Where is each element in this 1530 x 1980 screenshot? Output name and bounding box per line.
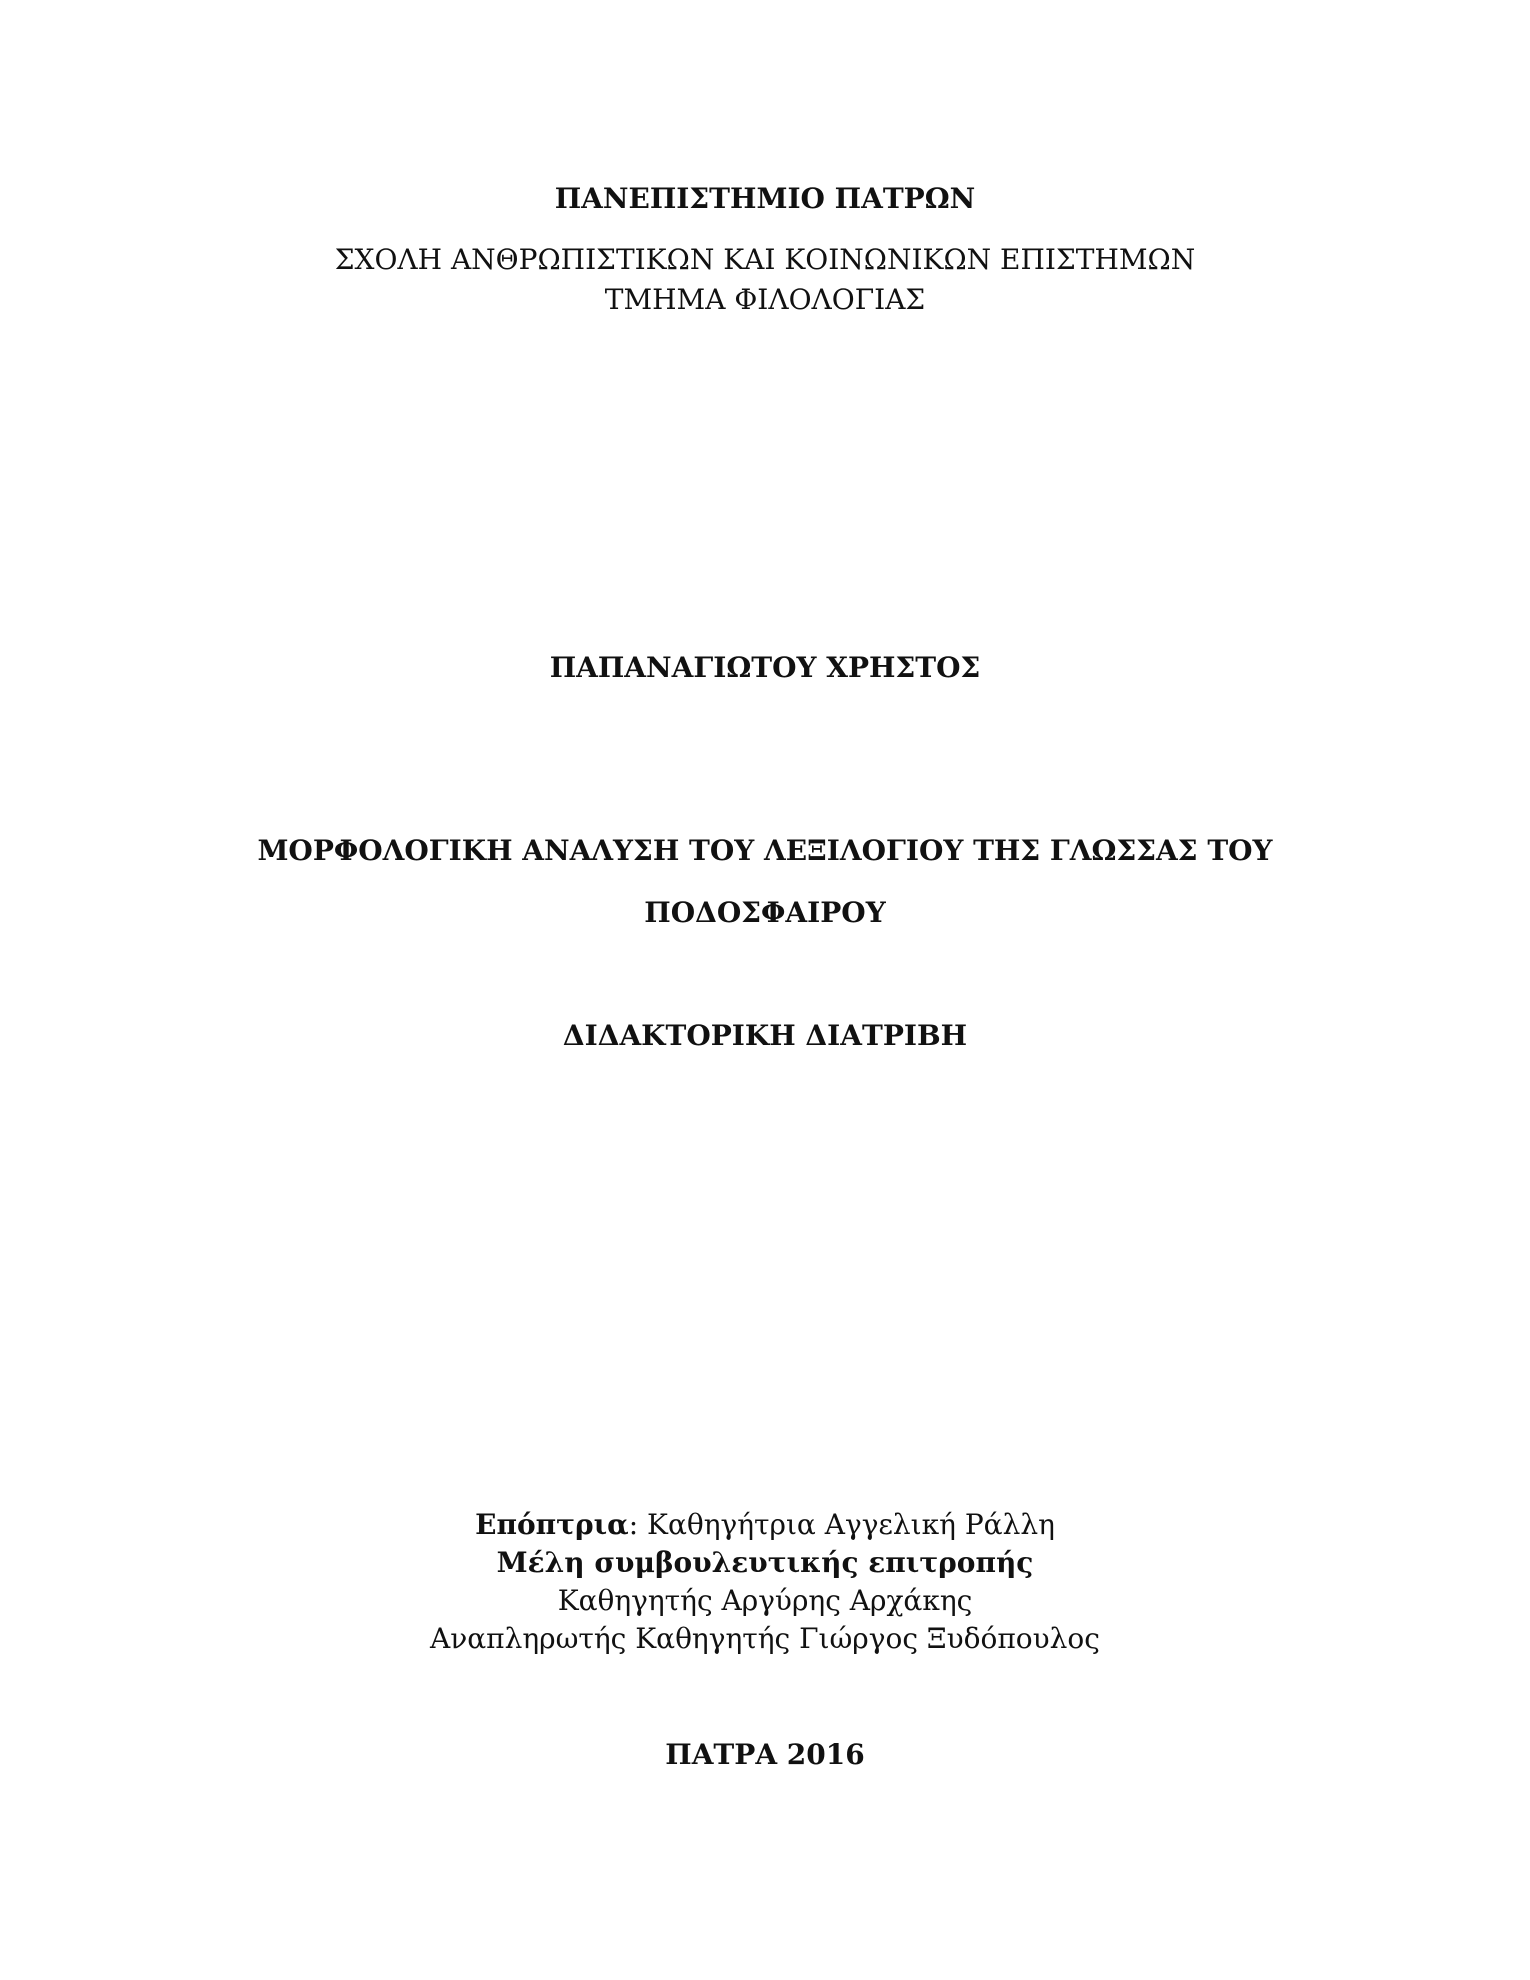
place-and-year: ΠΑΤΡΑ 2016 — [665, 1738, 865, 1771]
committee-member: Καθηγητής Αργύρης Αρχάκης — [557, 1584, 973, 1617]
author-name: ΠΑΠΑΝΑΓΙΩΤΟΥ ΧΡΗΣΤΟΣ — [549, 651, 981, 684]
supervisor-separator: : — [628, 1508, 648, 1541]
supervisor-label: Επόπτρια — [475, 1508, 629, 1541]
supervisor-name: Καθηγήτρια Αγγελική Ράλλη — [647, 1508, 1055, 1541]
school-name: ΣΧΟΛΗ ΑΝΘΡΩΠΙΣΤΙΚΩΝ ΚΑΙ ΚΟΙΝΩΝΙΚΩΝ ΕΠΙΣΤΗΜΩΝ — [334, 243, 1196, 276]
department-name: ΤΜΗΜΑ ΦΙΛΟΛΟΓΙΑΣ — [604, 283, 926, 316]
thesis-title-line-2: ΠΟΔΟΣΦΑΙΡΟΥ — [644, 896, 886, 929]
supervisor-line — [0, 1508, 1530, 1541]
committee-heading: Μέλη συμβουλευτικής επιτροπής — [496, 1546, 1034, 1579]
thesis-type: ΔΙΔΑΚΤΟΡΙΚΗ ΔΙΑΤΡΙΒΗ — [562, 1019, 968, 1052]
thesis-title-line-1: ΜΟΡΦΟΛΟΓΙΚΗ ΑΝΑΛΥΣΗ ΤΟΥ ΛΕΞΙΛΟΓΙΟΥ ΤΗΣ ΓΛΩΣΣΑΣ ΤΟΥ — [257, 834, 1273, 867]
university-name: ΠΑΝΕΠΙΣΤΗΜΙΟ ΠΑΤΡΩΝ — [554, 182, 976, 215]
committee-member: Αναπληρωτής Καθηγητής Γιώργος Ξυδόπουλος — [430, 1622, 1100, 1655]
